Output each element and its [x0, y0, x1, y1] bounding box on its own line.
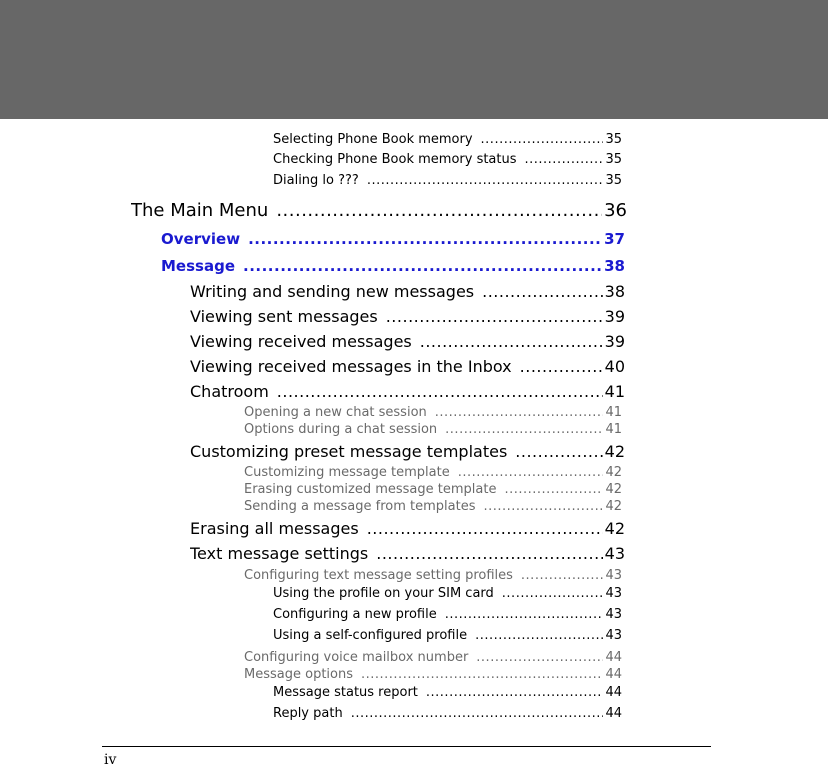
toc-entry[interactable]	[190, 307, 625, 326]
toc-page-number: 43	[605, 607, 622, 622]
toc-leader-dots	[445, 422, 603, 437]
toc-page-number: 42	[604, 442, 625, 461]
toc-leader-dots	[277, 382, 603, 401]
toc-entry-label: Message options	[244, 667, 353, 682]
toc-leader-dots	[445, 607, 604, 622]
toc-entry-label: Writing and sending new messages	[190, 282, 475, 301]
toc-entry[interactable]	[190, 282, 625, 301]
toc-entry-label: Checking Phone Book memory status	[273, 152, 517, 167]
toc-section-link[interactable]	[161, 230, 625, 248]
toc-entry-label: The Main Menu	[131, 200, 269, 221]
toc-entry-label: Erasing customized message template	[244, 482, 497, 497]
toc-entry[interactable]	[273, 586, 622, 601]
toc-leader-dots	[367, 173, 604, 188]
toc-leader-dots	[435, 405, 604, 420]
toc-page-number: 37	[604, 230, 625, 248]
toc-entry[interactable]	[244, 499, 622, 514]
toc-entry[interactable]	[273, 152, 622, 167]
toc-page-number: 41	[604, 382, 625, 401]
toc-leader-dots	[521, 568, 604, 583]
toc-leader-dots	[276, 200, 602, 221]
toc-entry[interactable]	[190, 382, 625, 401]
toc-entry-label: Options during a chat session	[244, 422, 438, 437]
toc-entry[interactable]	[190, 519, 625, 538]
toc-page-number: 39	[604, 332, 625, 351]
toc-page-number: 38	[604, 257, 625, 275]
toc-page-number: 36	[604, 200, 627, 221]
toc-page-number: 43	[605, 628, 622, 643]
toc-leader-dots	[520, 357, 603, 376]
footer-page-number: iv	[104, 752, 117, 768]
toc-entry-label: Configuring voice mailbox number	[244, 650, 469, 665]
toc-entry[interactable]	[190, 544, 625, 563]
toc-entry-label: Using a self-configured profile	[273, 628, 468, 643]
toc-leader-dots	[361, 667, 603, 682]
toc-entry[interactable]	[273, 607, 622, 622]
toc-page-number: 44	[605, 667, 622, 682]
toc-entry[interactable]	[190, 332, 625, 351]
toc-entry-label: Customizing preset message templates	[190, 442, 508, 461]
toc-page-number: 42	[604, 519, 625, 538]
toc-leader-dots	[420, 332, 603, 351]
toc-page-number: 43	[605, 568, 622, 583]
toc-entry-label: Message status report	[273, 685, 418, 700]
toc-page-number: 41	[605, 405, 622, 420]
toc-chapter-entry[interactable]	[131, 200, 627, 221]
toc-entry-label: Reply path	[273, 706, 343, 721]
toc-leader-dots	[367, 519, 603, 538]
toc-entry-label: Viewing received messages in the Inbox	[190, 357, 512, 376]
toc-entry[interactable]	[190, 442, 625, 461]
footer-rule	[102, 746, 711, 747]
toc-leader-dots	[502, 586, 604, 601]
toc-leader-dots	[475, 628, 603, 643]
toc-leader-dots	[504, 482, 603, 497]
toc-leader-dots	[481, 132, 604, 147]
toc-entry[interactable]	[244, 405, 622, 420]
toc-leader-dots	[243, 257, 602, 275]
toc-entry-label: Sending a message from templates	[244, 499, 476, 514]
toc-entry-label: Opening a new chat session	[244, 405, 427, 420]
toc-page-number: 42	[605, 499, 622, 514]
toc-entry-label: Configuring a new profile	[273, 607, 437, 622]
toc-entry-label: Selecting Phone Book memory	[273, 132, 473, 147]
toc-entry-label: Overview	[161, 230, 241, 248]
toc-leader-dots	[248, 230, 602, 248]
toc-page-number: 42	[605, 465, 622, 480]
toc-entry[interactable]	[273, 706, 622, 721]
toc-entry-label: Text message settings	[190, 544, 369, 563]
toc-entry-label: Viewing received messages	[190, 332, 412, 351]
toc-entry-label: Customizing message template	[244, 465, 450, 480]
toc-page-number: 42	[605, 482, 622, 497]
toc-page-number: 35	[605, 173, 622, 188]
toc-leader-dots	[458, 465, 604, 480]
toc-page-number: 44	[605, 706, 622, 721]
toc-entry[interactable]	[244, 422, 622, 437]
toc-entry[interactable]	[190, 357, 625, 376]
toc-page-number: 40	[604, 357, 625, 376]
toc-page-number: 44	[605, 650, 622, 665]
toc-page-number: 39	[604, 307, 625, 326]
toc-leader-dots	[483, 499, 603, 514]
toc-entry[interactable]	[244, 667, 622, 682]
toc-entry[interactable]	[244, 465, 622, 480]
toc-page-number: 38	[604, 282, 625, 301]
toc-entry[interactable]	[244, 568, 622, 583]
toc-page-number: 43	[604, 544, 625, 563]
toc-entry-label: Message	[161, 257, 235, 275]
toc-entry[interactable]	[273, 628, 622, 643]
toc-leader-dots	[426, 685, 604, 700]
toc-entry[interactable]	[273, 132, 622, 147]
toc-leader-dots	[376, 544, 602, 563]
toc-leader-dots	[476, 650, 603, 665]
toc-page-number: 35	[605, 152, 622, 167]
toc-page-number: 44	[605, 685, 622, 700]
toc-entry-label: Chatroom	[190, 382, 269, 401]
toc-leader-dots	[482, 282, 603, 301]
toc-entry-label: Dialing lo ???	[273, 173, 359, 188]
toc-leader-dots	[525, 152, 604, 167]
toc-leader-dots	[386, 307, 603, 326]
toc-entry-label: Erasing all messages	[190, 519, 359, 538]
toc-leader-dots	[351, 706, 604, 721]
toc-section-link[interactable]	[161, 257, 625, 275]
toc-leader-dots	[515, 442, 602, 461]
toc-entry[interactable]	[273, 173, 622, 188]
toc-entry-label: Configuring text message setting profiles	[244, 568, 513, 583]
toc-entry-label: Viewing sent messages	[190, 307, 378, 326]
toc-page-number: 35	[605, 132, 622, 147]
toc-entry[interactable]	[244, 650, 622, 665]
toc-entry[interactable]	[273, 685, 622, 700]
toc-page-number: 43	[605, 586, 622, 601]
toc-entry-label: Using the profile on your SIM card	[273, 586, 494, 601]
toc-entry[interactable]	[244, 482, 622, 497]
toc-page-number: 41	[605, 422, 622, 437]
